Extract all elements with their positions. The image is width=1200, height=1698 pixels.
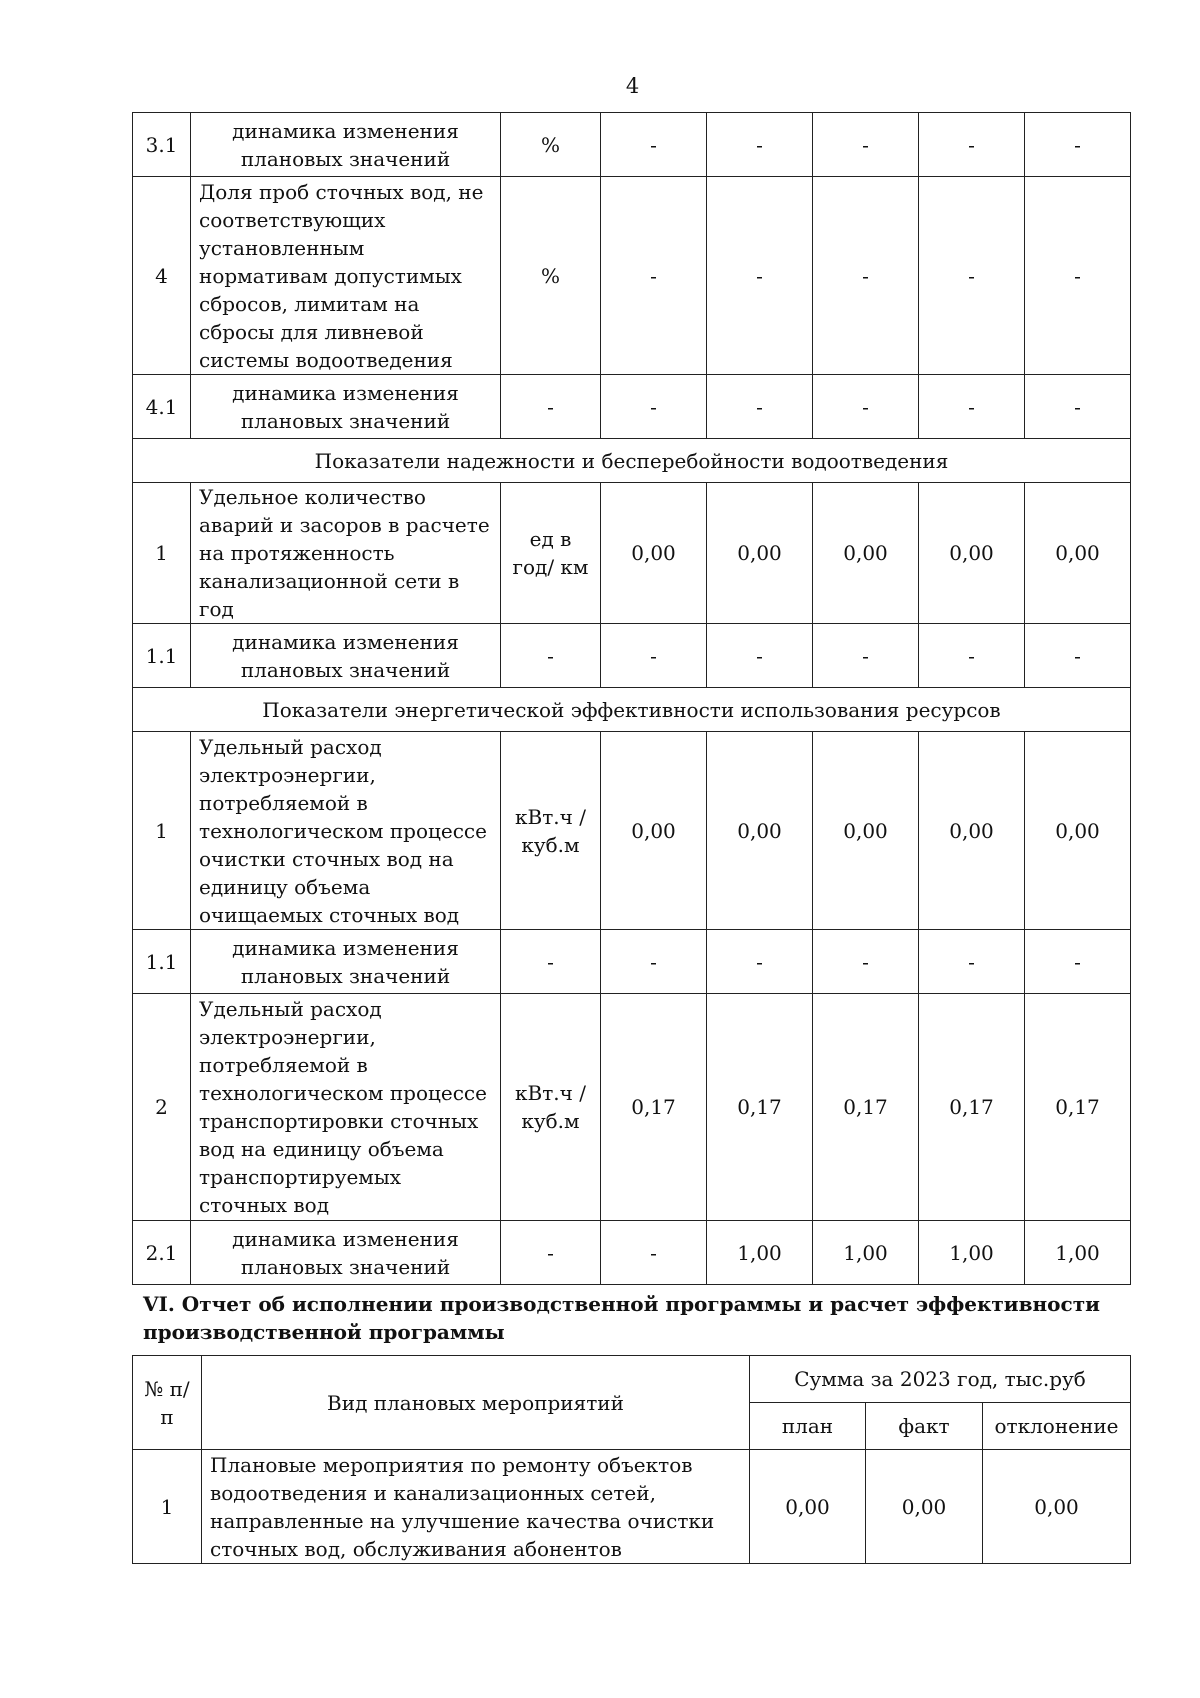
table-row bbox=[133, 1221, 1131, 1285]
row-value: - bbox=[707, 624, 813, 688]
row-value: - bbox=[919, 624, 1025, 688]
row-num: 1 bbox=[133, 1450, 202, 1564]
row-value: - bbox=[1025, 930, 1131, 994]
table-row bbox=[133, 483, 1131, 624]
row-value: 0,17 bbox=[1025, 994, 1131, 1221]
section-heading: Показатели энергетической эффективности использования ресурсов bbox=[133, 688, 1131, 732]
row-value: - bbox=[1025, 624, 1131, 688]
row-name: динамика изменения плановых значений bbox=[191, 930, 501, 994]
row-value: 0,00 bbox=[601, 483, 707, 624]
row-name: Удельный расход электроэнергии, потребляемой в технологическом процессе транспортировки сточных вод на единицу объема транспортируемых сточных вод bbox=[191, 994, 501, 1221]
row-num: 3.1 bbox=[133, 113, 191, 177]
row-num: 1.1 bbox=[133, 930, 191, 994]
row-unit: ед в год/ км bbox=[501, 483, 601, 624]
row-value: 0,00 bbox=[707, 483, 813, 624]
row-value: - bbox=[919, 177, 1025, 375]
row-value: - bbox=[1025, 375, 1131, 439]
row-unit: кВт.ч / куб.м bbox=[501, 994, 601, 1221]
row-value: 1,00 bbox=[707, 1221, 813, 1285]
row-value: 0,00 bbox=[707, 732, 813, 930]
row-unit: % bbox=[501, 177, 601, 375]
header-num: № п/п bbox=[133, 1356, 202, 1450]
row-value: 1,00 bbox=[813, 1221, 919, 1285]
row-value: - bbox=[919, 375, 1025, 439]
row-value: 0,17 bbox=[813, 994, 919, 1221]
row-value: 0,00 bbox=[601, 732, 707, 930]
section-row bbox=[133, 688, 1131, 732]
table2-header-row bbox=[133, 1356, 1131, 1403]
page-number: 4 bbox=[625, 74, 640, 98]
row-num: 1 bbox=[133, 732, 191, 930]
row-num: 2 bbox=[133, 994, 191, 1221]
row-unit: - bbox=[501, 624, 601, 688]
table-row bbox=[133, 375, 1131, 439]
row-value: - bbox=[813, 930, 919, 994]
header-fact: факт bbox=[866, 1403, 983, 1450]
row-value: - bbox=[919, 113, 1025, 177]
row-num: 1.1 bbox=[133, 624, 191, 688]
row-value: 0,17 bbox=[919, 994, 1025, 1221]
row-unit: - bbox=[501, 930, 601, 994]
table-row bbox=[133, 994, 1131, 1221]
row-value: - bbox=[1025, 177, 1131, 375]
row-value: - bbox=[601, 624, 707, 688]
row-name: динамика изменения плановых значений bbox=[191, 1221, 501, 1285]
row-value: 0,00 bbox=[813, 732, 919, 930]
row-value: 0,17 bbox=[707, 994, 813, 1221]
row-name: Доля проб сточных вод, не соответствующих установленным нормативам допустимых сбросов, лимитам на сбросы для ливневой системы водоотведения bbox=[191, 177, 501, 375]
row-name: Удельный расход электроэнергии, потребляемой в технологическом процессе очистки сточных вод на единицу объема очищаемых сточных вод bbox=[191, 732, 501, 930]
row-name: динамика изменения плановых значений bbox=[191, 375, 501, 439]
row-value: 0,00 bbox=[919, 483, 1025, 624]
row-value: - bbox=[601, 113, 707, 177]
row-unit: кВт.ч / куб.м bbox=[501, 732, 601, 930]
row-num: 4.1 bbox=[133, 375, 191, 439]
row-value: - bbox=[707, 113, 813, 177]
row-value: - bbox=[813, 177, 919, 375]
row-value: - bbox=[919, 930, 1025, 994]
table-row bbox=[133, 624, 1131, 688]
row-num: 4 bbox=[133, 177, 191, 375]
row-name: динамика изменения плановых значений bbox=[191, 624, 501, 688]
row-value: 0,00 bbox=[1025, 483, 1131, 624]
row-deviation: 0,00 bbox=[983, 1450, 1131, 1564]
row-value: - bbox=[601, 375, 707, 439]
row-value: - bbox=[813, 375, 919, 439]
row-plan: 0,00 bbox=[750, 1450, 866, 1564]
row-value: 0,00 bbox=[919, 732, 1025, 930]
section-heading: Показатели надежности и бесперебойности водоотведения bbox=[133, 439, 1131, 483]
row-name: Плановые мероприятия по ремонту объектов водоотведения и канализационных сетей, направленные на улучшение качества очистки сточных вод, обслуживания абонентов bbox=[202, 1450, 750, 1564]
row-unit: - bbox=[501, 1221, 601, 1285]
table-row bbox=[133, 732, 1131, 930]
section-vi-title: VI. Отчет об исполнении производственной программы и расчет эффективности производственной программы bbox=[143, 1292, 1100, 1344]
row-name: динамика изменения плановых значений bbox=[191, 113, 501, 177]
row-value: - bbox=[813, 113, 919, 177]
row-value: 0,00 bbox=[813, 483, 919, 624]
row-value: - bbox=[601, 177, 707, 375]
row-value: - bbox=[707, 177, 813, 375]
row-value: - bbox=[601, 930, 707, 994]
row-value: 0,17 bbox=[601, 994, 707, 1221]
row-value: 1,00 bbox=[919, 1221, 1025, 1285]
row-unit: % bbox=[501, 113, 601, 177]
row-value: 1,00 bbox=[1025, 1221, 1131, 1285]
header-name: Вид плановых мероприятий bbox=[202, 1356, 750, 1450]
row-value: - bbox=[813, 624, 919, 688]
row-name: Удельное количество аварий и засоров в расчете на протяженность канализационной сети в год bbox=[191, 483, 501, 624]
row-fact: 0,00 bbox=[866, 1450, 983, 1564]
section-row bbox=[133, 439, 1131, 483]
table-row bbox=[133, 1450, 1131, 1564]
row-value: - bbox=[1025, 113, 1131, 177]
row-num: 1 bbox=[133, 483, 191, 624]
table-row bbox=[133, 113, 1131, 177]
row-value: - bbox=[601, 1221, 707, 1285]
table-row bbox=[133, 930, 1131, 994]
table-row bbox=[133, 177, 1131, 375]
header-plan: план bbox=[750, 1403, 866, 1450]
row-unit: - bbox=[501, 375, 601, 439]
row-num: 2.1 bbox=[133, 1221, 191, 1285]
row-value: 0,00 bbox=[1025, 732, 1131, 930]
program-report-table bbox=[132, 1355, 1131, 1564]
row-value: - bbox=[707, 930, 813, 994]
indicators-table bbox=[132, 112, 1131, 1285]
header-sum: Сумма за 2023 год, тыс.руб bbox=[750, 1356, 1131, 1403]
row-value: - bbox=[707, 375, 813, 439]
header-deviation: отклонение bbox=[983, 1403, 1131, 1450]
